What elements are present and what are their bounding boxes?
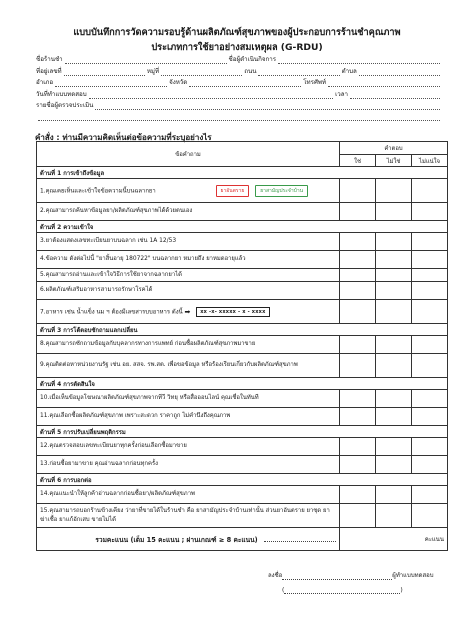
answer-yes-cell[interactable] — [340, 504, 376, 528]
phone-label: โทรศัพท์ — [303, 79, 327, 87]
form-title: แบบบันทึกการวัดความรอบรู้ด้านผลิตภัณฑ์สุขภาพของผู้ประกอบการร้านชำคุณภาพ — [73, 27, 401, 38]
answer-unsure-cell[interactable] — [412, 408, 448, 426]
operator-label: ชื่อผู้ดำเนินกิจการ — [228, 56, 277, 64]
question-row — [37, 269, 448, 282]
total-unit: คะแนน — [424, 536, 444, 543]
section-title: ด้านที่ 1 การเข้าถึงข้อมูล — [37, 167, 448, 179]
answer-no-cell[interactable] — [376, 179, 412, 203]
unsure-column-header: ไม่แน่ใจ — [412, 155, 448, 167]
answer-unsure-cell[interactable] — [412, 300, 448, 324]
question-text: 2.คุณสามารถค้นหาข้อมูลยา/ผลิตภัณฑ์สุขภาพได้ด้วยตนเอง — [40, 208, 193, 215]
paren-close: ) — [400, 587, 403, 594]
answer-yes-cell[interactable] — [340, 438, 376, 456]
answer-no-cell[interactable] — [376, 486, 412, 504]
signature-row — [268, 570, 444, 580]
moo-field[interactable] — [161, 69, 242, 76]
question-text: 6.ผลิตภัณฑ์เสริมอาหารสามารถรักษาโรคได้ — [40, 287, 153, 294]
dangerous-drug-label: ยาอันตราย — [216, 185, 250, 197]
question-row — [37, 390, 448, 408]
question-row — [37, 282, 448, 300]
answer-yes-cell[interactable] — [340, 354, 376, 378]
answer-unsure-cell[interactable] — [412, 336, 448, 354]
signature-field[interactable] — [282, 574, 392, 580]
answer-yes-cell[interactable] — [340, 300, 376, 324]
answer-yes-cell[interactable] — [340, 203, 376, 221]
answer-no-cell[interactable] — [376, 390, 412, 408]
answer-no-cell[interactable] — [376, 300, 412, 324]
question-text: 3.ยาต้องแสดงเลขทะเบียนยาบนฉลาก เช่น 1A 12/53 — [40, 238, 177, 245]
printed-name-row — [268, 584, 444, 594]
moo-label: หมู่ที่ — [146, 67, 160, 75]
answer-yes-cell[interactable] — [340, 251, 376, 269]
question-row — [37, 251, 448, 269]
answer-yes-cell[interactable] — [340, 408, 376, 426]
question-text: 8.คุณสามารถซักถามข้อมูลกับบุคลากรทางการแพทย์ ก่อนซื้อผลิตภัณฑ์สุขภาพมาขาย — [40, 341, 256, 348]
address-field[interactable] — [64, 69, 145, 76]
question-text: 4.ข้อความ ดังต่อไปนี้ "ยาสิ้นอายุ 180722" บนฉลากยา หมายถึง ยาหมดอายุแล้ว — [40, 256, 246, 263]
answer-unsure-cell[interactable] — [412, 269, 448, 282]
operator-field[interactable] — [278, 57, 440, 64]
question-cell — [37, 269, 340, 282]
answer-unsure-cell[interactable] — [412, 203, 448, 221]
instruction-text: คำสั่ง : ท่านมีความคิดเห็นต่อข้อความที่ระบุอย่างไร — [35, 133, 212, 142]
signature-block — [268, 570, 444, 594]
section-title: ด้านที่ 2 ความเข้าใจ — [37, 221, 448, 233]
question-cell — [37, 251, 340, 269]
info-row-assessor — [36, 99, 442, 110]
road-field[interactable] — [258, 69, 339, 76]
answer-no-cell[interactable] — [376, 282, 412, 300]
answer-no-cell[interactable] — [376, 203, 412, 221]
questionnaire-table — [36, 141, 448, 551]
question-row — [37, 203, 448, 221]
answer-no-cell[interactable] — [376, 251, 412, 269]
question-row — [37, 438, 448, 456]
date-label: วันที่ทำแบบทดสอบ — [36, 90, 87, 98]
question-cell — [37, 438, 340, 456]
answer-yes-cell[interactable] — [340, 456, 376, 474]
question-row — [37, 408, 448, 426]
shop-name-field[interactable] — [65, 57, 227, 64]
answer-column-header: คำตอบ — [340, 142, 448, 155]
section-row — [37, 324, 448, 336]
answer-unsure-cell[interactable] — [412, 390, 448, 408]
question-row — [37, 456, 448, 474]
question-row — [37, 486, 448, 504]
section-row — [37, 426, 448, 438]
question-text: 15.คุณสามารถบอกร้านข้างเคียง ว่ายาที่ขายได้ในร้านชำ คือ ยาสามัญประจำบ้านเท่านั้น ส่วนยาอันตราย ยาชุด ยาฆ่าเชื้อ ยาแก้อักเสบ ขายไม่ได้ — [40, 508, 330, 523]
question-row — [37, 354, 448, 378]
answer-no-cell[interactable] — [376, 336, 412, 354]
question-text: 12.คุณตรวจสอบเลขทะเบียนยาทุกครั้งก่อนเลือกซื้อมาขาย — [40, 443, 187, 450]
answer-yes-cell[interactable] — [340, 233, 376, 251]
question-row — [37, 300, 448, 324]
district-label: อำเภอ — [36, 79, 54, 87]
province-field[interactable] — [189, 80, 301, 87]
answer-no-cell[interactable] — [376, 408, 412, 426]
question-cell — [37, 390, 340, 408]
answer-no-cell[interactable] — [376, 438, 412, 456]
assessor-field-extra[interactable] — [38, 114, 440, 121]
shop-name-label: ชื่อร้านชำ — [36, 56, 63, 64]
time-field[interactable] — [350, 92, 440, 99]
sign-label: ลงชื่อ — [268, 572, 283, 579]
total-label: รวมคะแนน (เต็ม 15 คะแนน ; ผ่านเกณฑ์ ≥ 8 คะแนน) — [95, 535, 258, 544]
answer-unsure-cell[interactable] — [412, 486, 448, 504]
subdistrict-label: ตำบล — [341, 67, 357, 75]
info-row-address — [36, 64, 442, 75]
answer-unsure-cell[interactable] — [412, 282, 448, 300]
question-text: 1.คุณเคยเห็นและเข้าใจข้อความนี้บนฉลากยา — [40, 188, 156, 194]
date-field[interactable] — [89, 92, 333, 99]
section-title: ด้านที่ 4 การตัดสินใจ — [37, 378, 448, 390]
road-label: ถนน — [244, 67, 257, 75]
province-label: จังหวัด — [169, 79, 188, 87]
answer-unsure-cell[interactable] — [412, 456, 448, 474]
section-title: ด้านที่ 6 การบอกต่อ — [37, 474, 448, 486]
question-text: 10.เมื่อเห็นข้อมูลโฆษณาผลิตภัณฑ์สุขภาพจากทีวี วิทยุ หรือสื่อออนไลน์ คุณเชื่อในทันที — [40, 395, 259, 402]
question-row — [37, 179, 448, 203]
question-cell — [37, 456, 340, 474]
question-text: 13.ก่อนซื้อยามาขาย คุณอ่านฉลากก่อนทุกครั้ง — [40, 461, 158, 468]
answer-yes-cell[interactable] — [340, 179, 376, 203]
answer-unsure-cell[interactable] — [412, 251, 448, 269]
assessor-label: รายชื่อผู้ตรวจประเมิน — [36, 101, 94, 109]
answer-unsure-cell[interactable] — [412, 354, 448, 378]
answer-unsure-cell[interactable] — [412, 504, 448, 528]
food-serial-example: xx -x- xxxxx - x - xxxx — [196, 307, 269, 317]
section-title: ด้านที่ 3 การโต้ตอบซักถามแลกเปลี่ยน — [37, 324, 448, 336]
section-row — [37, 474, 448, 486]
question-text: 11.คุณเลือกซื้อผลิตภัณฑ์สุขภาพ เพราะสะดวก ราคาถูก ไม่คำนึงถึงคุณภาพ — [40, 413, 231, 420]
question-cell — [37, 504, 340, 528]
question-row — [37, 504, 448, 528]
answer-unsure-cell[interactable] — [412, 179, 448, 203]
question-row — [37, 233, 448, 251]
answer-no-cell[interactable] — [376, 504, 412, 528]
total-row — [37, 528, 448, 551]
question-cell — [37, 282, 340, 300]
time-label: เวลา — [335, 90, 348, 98]
info-row-shop — [36, 53, 442, 64]
assessor-field[interactable] — [95, 103, 440, 110]
question-cell — [37, 336, 340, 354]
answer-no-cell[interactable] — [376, 233, 412, 251]
answer-unsure-cell[interactable] — [412, 438, 448, 456]
phone-field[interactable] — [328, 80, 440, 87]
answer-yes-cell[interactable] — [340, 269, 376, 282]
total-score-field[interactable] — [264, 536, 336, 542]
paren-open: ( — [282, 587, 285, 594]
answer-yes-cell[interactable] — [340, 282, 376, 300]
district-field[interactable] — [55, 80, 167, 87]
answer-yes-cell[interactable] — [340, 336, 376, 354]
answer-yes-cell[interactable] — [340, 390, 376, 408]
total-label-cell — [37, 528, 340, 551]
question-text: 7.อาหาร เช่น น้ำแข็ง นม ฯ ต้องมีเลขสารบบอาหาร ดังนี้ — [40, 309, 183, 315]
section-row — [37, 221, 448, 233]
address-label: ที่อยู่เลขที่ — [36, 67, 62, 75]
question-row — [37, 336, 448, 354]
answer-unsure-cell[interactable] — [412, 233, 448, 251]
section-row — [37, 378, 448, 390]
subdistrict-field[interactable] — [359, 69, 440, 76]
signer-role-label: ผู้ทำแบบทดสอบ — [392, 572, 434, 579]
question-cell — [37, 203, 340, 221]
question-column-header: ข้อคำถาม — [37, 142, 340, 167]
printed-name-field[interactable] — [284, 587, 403, 594]
question-text: 5.คุณสามารถอ่านและเข้าใจวิธีการใช้ยาจากฉลากยาได้ — [40, 271, 182, 278]
answer-no-cell[interactable] — [376, 269, 412, 282]
question-text: 9.คุณติดต่อหาหน่วยงานรัฐ เช่น อย. สสจ. รพ.สต. เพื่อขอข้อมูล หรือร้องเรียนเกี่ยวกับผลิตภัณฑ์สุขภาพ — [40, 362, 298, 369]
info-row-blank — [36, 110, 442, 121]
section-row — [37, 167, 448, 179]
info-row-date — [36, 87, 442, 98]
answer-yes-cell[interactable] — [340, 486, 376, 504]
total-unit-cell — [340, 528, 448, 551]
arrow-icon: ➡ — [184, 307, 191, 316]
question-cell — [37, 486, 340, 504]
info-row-district — [36, 76, 442, 87]
form-subtitle: ประเภทการใช้ยาอย่างสมเหตุผล (G-RDU) — [151, 42, 323, 53]
info-section — [36, 53, 442, 121]
question-text: 14.คุณแนะนำให้ลูกค้าอ่านฉลากก่อนซื้อยา/ผลิตภัณฑ์สุขภาพ — [40, 491, 195, 498]
question-cell — [37, 179, 340, 203]
household-remedy-label: ยาสามัญประจำบ้าน — [255, 185, 308, 197]
answer-no-cell[interactable] — [376, 456, 412, 474]
question-cell — [37, 408, 340, 426]
section-title: ด้านที่ 5 การปรับเปลี่ยนพฤติกรรม — [37, 426, 448, 438]
answer-no-cell[interactable] — [376, 354, 412, 378]
question-cell — [37, 354, 340, 378]
question-cell — [37, 233, 340, 251]
yes-column-header: ใช่ — [340, 155, 376, 167]
no-column-header: ไม่ใช่ — [376, 155, 412, 167]
question-cell — [37, 300, 340, 324]
